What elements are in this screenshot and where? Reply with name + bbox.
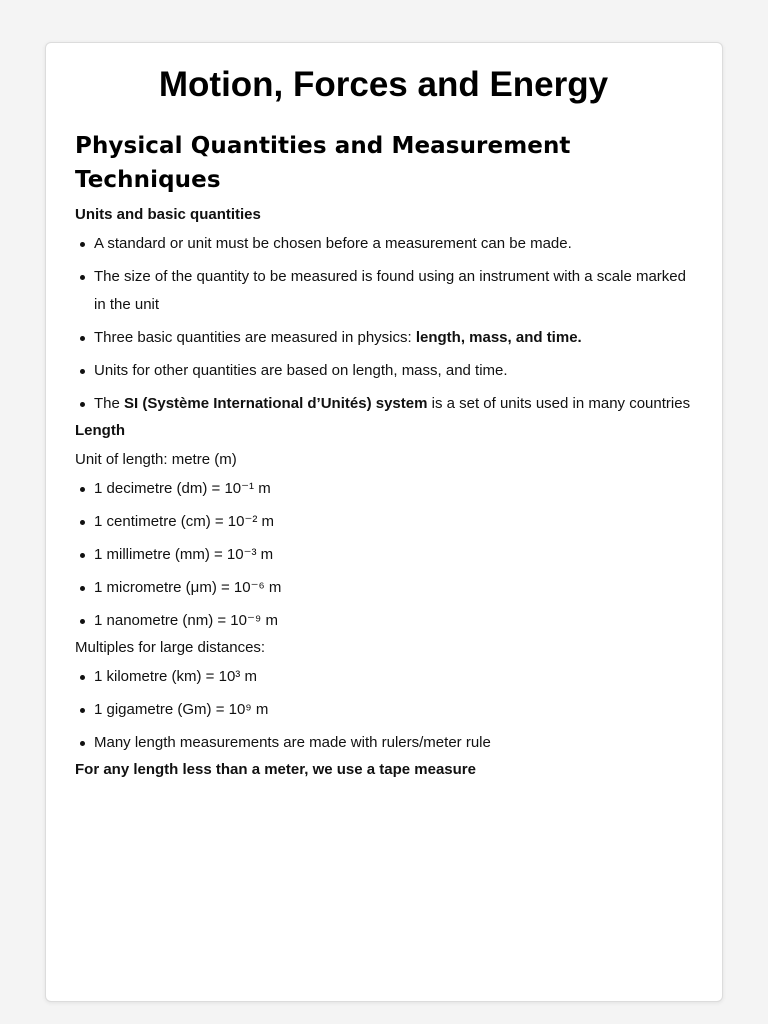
multiples-text: Multiples for large distances: xyxy=(75,639,266,656)
unit-of-length-text: Unit of length: metre (m) xyxy=(75,451,237,468)
small-units-list xyxy=(75,475,692,635)
list-item: Many length measurements are made with rulers/meter rule xyxy=(94,729,692,757)
list-item: 1 millimetre (mm) = 10⁻³ m xyxy=(94,541,692,569)
list-item: 1 centimetre (cm) = 10⁻² m xyxy=(94,508,692,536)
list-item: 1 kilometre (km) = 10³ m xyxy=(94,663,692,691)
list-item: Units for other quantities are based on length, mass, and time. xyxy=(94,357,692,385)
closing-statement: For any length less than a meter, we use a tape measure xyxy=(75,761,476,778)
page-title: Motion, Forces and Energy xyxy=(158,65,609,104)
units-heading: Units and basic quantities xyxy=(75,206,261,223)
section-title: Physical Quantities and Measurement Techniques xyxy=(75,133,571,193)
list-item: 1 micrometre (μm) = 10⁻⁶ m xyxy=(94,574,692,602)
large-units-list xyxy=(75,663,692,757)
list-item: 1 nanometre (nm) = 10⁻⁹ m xyxy=(94,607,692,635)
list-item: The size of the quantity to be measured is found using an instrument with a scale marked in the unit xyxy=(94,263,692,319)
list-item: The SI (Système International d’Unités) system is a set of units used in many countries xyxy=(94,390,692,418)
units-list xyxy=(75,230,692,418)
list-item: 1 gigametre (Gm) = 10⁹ m xyxy=(94,696,692,724)
length-heading: Length xyxy=(75,422,125,439)
list-item: A standard or unit must be chosen before a measurement can be made. xyxy=(94,230,692,258)
document-page xyxy=(45,42,723,1002)
list-item: 1 decimetre (dm) = 10⁻¹ m xyxy=(94,475,692,503)
list-item: Three basic quantities are measured in physics: length, mass, and time. xyxy=(94,324,692,352)
